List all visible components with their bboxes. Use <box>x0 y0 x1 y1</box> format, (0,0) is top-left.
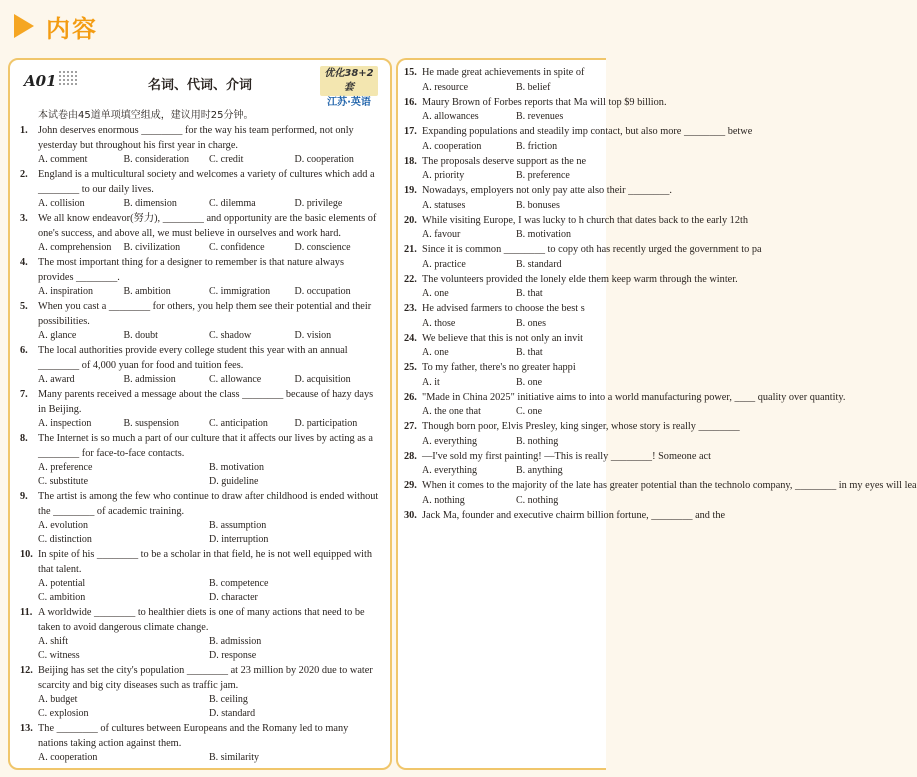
question-stem <box>20 388 380 417</box>
answer-option: A. allowances <box>422 111 479 122</box>
question-stem <box>20 256 380 285</box>
question-text: When it comes to the majority of the late has greater potential than the technolo company, ________ in my eyes will lea <box>422 480 917 491</box>
answer-option: B. anything <box>516 465 563 476</box>
answer-option: B. competence <box>209 578 269 589</box>
question-stem <box>404 273 738 288</box>
answer-option: C. shadow <box>209 330 252 341</box>
answer-option: B. civilization <box>123 242 181 253</box>
answer-option: A. one <box>422 288 449 299</box>
answer-option: B. consideration <box>123 154 190 165</box>
question-item <box>404 214 748 243</box>
answer-option: D. privilege <box>294 198 343 209</box>
question-stem <box>404 391 846 406</box>
question-number: 4. <box>20 257 28 268</box>
question-stem <box>20 606 380 635</box>
answer-option: A. cooperation <box>38 752 98 763</box>
answer-options <box>20 153 380 167</box>
answer-option: B. preference <box>516 170 570 181</box>
question-number: 1. <box>20 125 28 136</box>
question-item <box>20 168 380 211</box>
question-text: The local authorities provide every college student this year with an annual ________ of 4,000 yuan for food and tuition fees. <box>38 345 348 371</box>
answer-option: A. inspection <box>38 418 92 429</box>
answer-options <box>20 751 380 765</box>
question-stem <box>20 212 380 241</box>
answer-option: A. the one that <box>422 406 481 417</box>
answer-options <box>20 417 380 431</box>
answer-options <box>20 635 380 663</box>
answer-option: B. suspension <box>123 418 180 429</box>
answer-option: A. favour <box>422 229 461 240</box>
question-stem <box>404 184 672 199</box>
question-text: We all know endeavor(努力), ________ and opportunity are the basic elements of one's success, and above all, we must believe in ourselves and work hard. <box>38 213 377 239</box>
question-number: 11. <box>20 607 33 618</box>
question-number: 28. <box>404 450 417 462</box>
header-title: 内容 <box>46 14 98 43</box>
question-number: 18. <box>404 155 417 167</box>
question-item <box>20 212 380 255</box>
question-number: 7. <box>20 389 28 400</box>
question-stem <box>404 66 606 81</box>
question-text: The Internet is so much a part of our culture that it affects our lives by acting as a ________ for face-to-face contacts. <box>38 433 373 459</box>
answer-option: A. budget <box>38 694 78 705</box>
answer-option: A. everything <box>422 435 477 447</box>
brand-top: 优化38+2套 <box>320 66 378 96</box>
question-item <box>20 548 380 605</box>
question-item <box>20 344 380 387</box>
question-number: 13. <box>20 723 33 734</box>
answer-option: A. potential <box>38 578 86 589</box>
question-number: 23. <box>404 303 417 314</box>
question-text: He made great achievements in spite of <box>422 67 585 78</box>
question-item <box>404 509 726 524</box>
answer-option: A. inspiration <box>38 286 93 297</box>
answer-option: B. doubt <box>123 330 158 341</box>
arrow-icon <box>14 14 34 38</box>
question-number: 20. <box>404 214 417 226</box>
question-text: Beijing has set the city's population ________ at 23 million by 2020 due to water scarcity and big city diseases such as traffic jam. <box>38 665 373 691</box>
answer-option: A. priority <box>422 170 465 181</box>
answer-options <box>404 140 606 154</box>
question-item <box>20 722 380 765</box>
question-text: Maury Brown of Forbes reports that Ma will top $9 billion. <box>422 96 667 108</box>
question-text: Though born poor, Elvis Presley, king singer, whose story is really ________ <box>422 421 740 432</box>
answer-option: B. belief <box>516 81 551 93</box>
question-text: Expanding populations and steadily imp contact, but also more ________ betwe <box>422 126 753 137</box>
section-header <box>14 8 98 44</box>
question-stem <box>20 432 380 461</box>
question-number: 26. <box>404 391 417 403</box>
question-item <box>20 300 380 343</box>
question-stem <box>20 664 380 693</box>
question-number: 19. <box>404 185 417 196</box>
question-stem <box>404 302 606 317</box>
answer-option: B. motivation <box>209 462 264 473</box>
question-stem <box>20 168 380 197</box>
question-number: 25. <box>404 362 417 373</box>
question-item <box>404 391 846 420</box>
question-number: 27. <box>404 421 417 432</box>
question-number: 17. <box>404 126 417 137</box>
answer-options <box>20 373 380 387</box>
answer-options <box>404 169 606 183</box>
answer-option: A. everything <box>422 465 477 476</box>
answer-option: B. ceiling <box>209 694 248 705</box>
question-text: When you cast a ________ for others, you help them see their potential and their possibilities. <box>38 301 372 327</box>
question-item <box>404 450 711 479</box>
question-number: 24. <box>404 332 417 344</box>
question-number: 5. <box>20 301 28 312</box>
answer-option: B. friction <box>516 140 558 152</box>
answer-option: A. glance <box>38 330 77 341</box>
answer-option: B. dimension <box>123 198 177 209</box>
answer-option: A. shift <box>38 636 68 647</box>
answer-options <box>404 287 606 301</box>
question-list-left <box>20 124 380 765</box>
question-stem <box>404 332 606 347</box>
question-number: 6. <box>20 345 28 356</box>
question-stem <box>404 96 667 111</box>
answer-option: D. cooperation <box>294 154 354 165</box>
answer-options <box>404 346 606 360</box>
question-stem <box>404 479 917 494</box>
right-page <box>396 58 917 770</box>
answer-options <box>20 197 380 211</box>
answer-option: B. that <box>516 288 543 299</box>
question-text: —I've sold my first painting! —This is really ________! Someone act <box>422 450 711 462</box>
answer-option: B. similarity <box>209 752 259 763</box>
answer-option: D. conscience <box>294 242 351 253</box>
answer-option: B. revenues <box>516 111 564 122</box>
answer-options <box>404 494 606 508</box>
answer-option: A. resource <box>422 81 469 93</box>
answer-option: B. that <box>516 347 543 358</box>
question-item <box>20 432 380 489</box>
answer-option: A. evolution <box>38 520 88 531</box>
question-item <box>404 125 753 154</box>
answer-option: B. nothing <box>516 435 559 447</box>
answer-option: A. statuses <box>422 199 466 211</box>
question-number: 30. <box>404 509 417 521</box>
answer-options <box>404 405 606 419</box>
question-text: The ________ of cultures between Europeans and the Romany led to many nations taking action against them. <box>38 723 349 749</box>
answer-options <box>404 258 606 272</box>
question-item <box>404 479 917 508</box>
question-stem <box>404 420 740 435</box>
question-text: Nowadays, employers not only pay atte also their ________. <box>422 185 672 196</box>
answer-options <box>20 693 380 721</box>
answer-option: D. guideline <box>209 476 259 487</box>
question-number: 21. <box>404 244 417 255</box>
page-title: 名词、代词、介词 <box>147 78 252 93</box>
question-number: 22. <box>404 273 417 285</box>
answer-option: C. anticipation <box>209 418 268 429</box>
question-text: John deserves enormous ________ for the way his team performed, not only yesterday but throughout his first year in charge. <box>38 125 354 151</box>
answer-options <box>20 241 380 255</box>
question-number: 2. <box>20 169 28 180</box>
answer-option: C. allowance <box>209 374 262 385</box>
answer-option: A. it <box>422 376 440 388</box>
question-text: The most important thing for a designer to remember is that nature always provides ________. <box>38 257 344 283</box>
question-item <box>404 332 606 361</box>
question-number: 8. <box>20 433 28 444</box>
question-item <box>404 302 606 331</box>
answer-options <box>404 464 606 478</box>
question-item <box>20 256 380 299</box>
question-item <box>404 420 740 449</box>
question-text: We believe that this is not only an invit <box>422 332 584 344</box>
question-stem <box>20 300 380 329</box>
answer-option: B. ones <box>516 317 546 329</box>
answer-options <box>404 81 606 95</box>
answer-options <box>404 228 606 242</box>
question-text: The volunteers provided the lonely elde them keep warm through the winter. <box>422 273 738 285</box>
question-text: England is a multicultural society and welcomes a variety of cultures which add a ________ to our daily lives. <box>38 169 375 195</box>
question-item <box>20 606 380 663</box>
question-text: The proposals deserve support as the ne <box>422 155 587 167</box>
question-item <box>404 184 672 213</box>
question-number: 15. <box>404 67 417 78</box>
answer-option: C. one <box>516 406 543 417</box>
brand-bottom: 江苏·英语 <box>327 97 371 108</box>
answer-option: B. admission <box>123 374 176 385</box>
question-number: 29. <box>404 480 417 491</box>
page-title-row <box>20 60 380 108</box>
answer-option: D. occupation <box>294 286 351 297</box>
answer-options <box>404 376 606 390</box>
question-item <box>404 96 667 125</box>
instructions: 本试卷由45道单项填空组成，建议用时25分钟。 <box>38 110 254 121</box>
answer-option: C. dilemma <box>209 198 256 209</box>
answer-option: A. comment <box>38 154 88 165</box>
question-item <box>404 243 762 272</box>
answer-option: B. admission <box>209 636 262 647</box>
answer-options <box>404 435 606 449</box>
question-stem <box>404 243 762 258</box>
question-text: While visiting Europe, I was lucky to h church that dates back to the early 12th <box>422 214 748 226</box>
answer-option: B. ambition <box>123 286 171 297</box>
question-text: "Made in China 2025" initiative aims to into a world manufacturing power, ____ quality over quantity. <box>422 391 846 403</box>
question-item <box>20 664 380 721</box>
left-page <box>8 58 392 770</box>
answer-option: D. acquisition <box>294 374 351 385</box>
question-stem <box>404 155 606 170</box>
answer-option: C. nothing <box>516 494 559 506</box>
answer-option: A. cooperation <box>422 140 482 152</box>
answer-option: D. response <box>209 650 257 661</box>
question-number: 9. <box>20 491 28 502</box>
question-stem <box>20 490 380 519</box>
answer-options <box>20 461 380 489</box>
question-stem <box>20 722 380 751</box>
question-number: 3. <box>20 213 28 224</box>
answer-option: B. standard <box>516 258 562 270</box>
answer-option: A. comprehension <box>38 242 112 253</box>
answer-option: D. standard <box>209 708 256 719</box>
question-text: Many parents received a message about the class ________ because of hazy days in Beijing. <box>38 389 374 415</box>
question-stem <box>404 450 711 465</box>
answer-option: C. immigration <box>209 286 271 297</box>
question-item <box>404 273 738 302</box>
question-list-right <box>404 66 917 523</box>
answer-option: C. explosion <box>38 708 89 719</box>
answer-option: D. vision <box>294 330 332 341</box>
question-item <box>20 388 380 431</box>
question-text: A worldwide ________ to healthier diets is one of many actions that need to be taken to avoid dangerous climate change. <box>38 607 365 633</box>
question-stem <box>404 125 753 140</box>
question-text: Jack Ma, founder and executive chairm billion fortune, ________ and the <box>422 509 726 521</box>
question-text: He advised farmers to choose the best s <box>422 303 585 314</box>
answer-options <box>20 519 380 547</box>
question-text: The artist is among the few who continue to draw after childhood is ended without the ________ of academic training. <box>38 491 379 517</box>
brand-logo <box>320 66 378 108</box>
question-stem <box>404 509 726 524</box>
answer-option: A. award <box>38 374 75 385</box>
question-stem <box>404 214 748 229</box>
answer-options <box>404 199 606 213</box>
question-number: 10. <box>20 549 33 560</box>
answer-options <box>20 285 380 299</box>
answer-option: C. ambition <box>38 592 86 603</box>
question-stem <box>20 548 380 577</box>
question-stem <box>20 344 380 373</box>
answer-option: D. participation <box>294 418 358 429</box>
question-item <box>20 490 380 547</box>
answer-options <box>404 317 606 331</box>
answer-option: A. practice <box>422 258 466 270</box>
question-text: To my father, there's no greater happi <box>422 362 576 373</box>
question-stem <box>20 124 380 153</box>
question-item <box>404 66 606 95</box>
answer-options <box>404 110 606 124</box>
answer-option: A. nothing <box>422 494 465 506</box>
answer-option: C. substitute <box>38 476 89 487</box>
question-item <box>404 361 606 390</box>
answer-option: A. those <box>422 317 456 329</box>
answer-option: D. character <box>209 592 258 603</box>
answer-option: C. credit <box>209 154 244 165</box>
answer-option: A. one <box>422 347 449 358</box>
answer-option: B. bonuses <box>516 199 560 211</box>
question-text: In spite of his ________ to be a scholar in that field, he is not well equipped with that talent. <box>38 549 373 575</box>
answer-option: A. collision <box>38 198 85 209</box>
answer-option: B. one <box>516 376 543 388</box>
unit-badge: A01 <box>24 72 57 90</box>
answer-option: A. preference <box>38 462 93 473</box>
answer-option: C. distinction <box>38 534 92 545</box>
question-stem <box>404 361 606 376</box>
answer-options <box>20 577 380 605</box>
answer-option: C. confidence <box>209 242 265 253</box>
question-item <box>404 155 606 184</box>
answer-option: D. interruption <box>209 534 269 545</box>
answer-option: C. witness <box>38 650 80 661</box>
question-number: 12. <box>20 665 33 676</box>
question-text: Since it is common ________ to copy oth has recently urged the government to pa <box>422 244 762 255</box>
question-item <box>20 124 380 167</box>
question-number: 16. <box>404 96 417 108</box>
answer-option: B. motivation <box>516 229 571 240</box>
answer-option: B. assumption <box>209 520 267 531</box>
answer-options <box>20 329 380 343</box>
